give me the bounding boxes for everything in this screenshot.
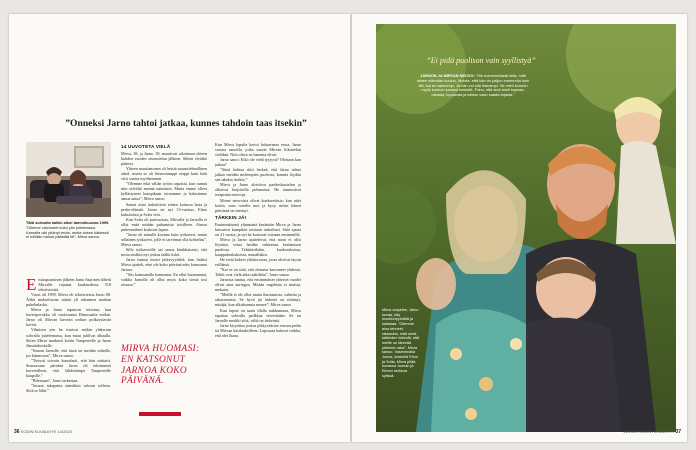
photo-headline: ”Ei pidä puolison vain syyllistyä” [426,56,536,65]
folio-left [14,429,72,435]
page-number: 37 [675,429,681,435]
section-heading: TÄRKEIN JÄI [215,214,247,220]
advice-text: ”Ole kommunikaati siitä, mitä toisen elämään kuuluu. Muista, että hän on paljon enemmän kuin äiti, isä tai vanhempi. Ja hän voi olla ihanampi. Se mieli kunnon myös kunnon kanssa kestoltä. Puhu, että sinä toisit kapeaa, rakasta, lupaavaa ja tahtoo vaan saada arjasta.” [416,73,530,98]
paragraph: Mirva ja Jarno tapasivat toisensa, kun kaveriporukka oli vuokrannut Himosaalta mökin. Jarno oli Mirvan kaverin serkun polkaystävän kaveri. [26,307,111,328]
paragraph: Kun Mirva lopulta kertoi haluavansa erota, Jarno vastasi sanoilla, jotka saavat Mirvan liikuttelun vieläkin. Niin olisoi ne hauenta elivat. [215,142,301,158]
paragraph: ”Kai se on siitä, että olemme kasvaneet yhdessä. Tehtit ovat vielä aika raakileita”, Jarno sanoo. [215,267,301,278]
paragraph: Ensimmäisenä ylimmänä kesänään Mirva ja Jarno kutsuivat kumpikin toisiaan tuskailuni. Siitä ajasta on 21 vuotta, ja nyt he kutsuvat toisiaan ensimmillä. [215,221,301,237]
paragraph: Jarno tunnui tisesti järkevyydeltä, kun lisäksi Mirva ajatteli, ettei ole koko päivänä edes kamoanut Jarnoa. [121,257,207,273]
paragraph: Samat asiat tarkoittivat eniten koinosa lasta ja perhe-elämää. Joona on nyt 13-vuotias, Elmo kaksitoista ja Sofia viisi. [121,201,207,217]
right-page [352,14,687,442]
pull-quote-rule [139,412,181,416]
paragraph: ”Siis kamoanalla kamoanut. En ollut huomannut, vaikka Jarnolla oli ollut myös koko siestä tosi otsassa.” [121,272,207,288]
paragraph: Mirva ja Jarno aloittivat parikeskustelun ja alkoivat harjoitella puhumista. He tunnustivat terapeutin neuvoja. [215,182,301,198]
magazine-name: KODIN KUVALEHTI [638,429,675,434]
paragraph: Vilmisen yön he istuivat mökin ylakerran sohvalla juttelemassa, kun muut juhlivat alhaalla. Sitten Mirva matkusti kotiin Tampereelle ja Jarno Jämsänkoskelle. [26,327,111,348]
page-number: 36 [14,429,20,435]
paragraph: Vuosi oli 1999, Mirva oli tekstiviestia Jarno 08. Ääbit maksettuvan säästä yli tuhannen markan puhelinlasku. [26,292,111,308]
paragraph: Yhteen muuttaminen oli heistä suunnitelmallinen askel, mutta se oli hienostumppi etappi kuin häät viisi vuotta myöhemmin. [121,166,207,182]
caption-text: ”Olimme valvoneet koko yön jutteleassa. Kamalta oiki pitänyt erota, mutta toisen kädessä ei millään haluut päästää irti”, Mirva sanoo. [26,224,109,240]
paragraph: Jarnosta tuntuu, että ensimmäiset yhteiset vuodet olivat aina auringoa. Mitään ongelmia ei muistu, mekaiat. [215,277,301,293]
paragraph: ”Meillä ei ole ollut mutta ihastumisia, suhteita ja rakastamisia. Se hyvä jäi tärkeää on riittänyt, mittäjä, kun alkubuumia menee”, Mirva sanoo. [215,292,301,308]
folio-right [623,429,681,435]
section-heading: 14 UUVOTETA VIELÄ [121,144,171,149]
paragraph: Mirva, 38, ja Jarno, 39, muuttivat aikoinaan yhteen kahden vuoden seurustelun jälkeen. Siihen eivätkö pääreyt. [121,151,207,167]
headline-quote: ”Onneksi Jarno tahtoi jatkaa, kunnes tahdoin taas itsekin” [65,118,307,129]
paragraph: Jarno kirjoittaa joskus pikkyväärian vessan peilin tai Mirvan käsilauksilleen. Lapsuusa halavat vaikka, että olet ihana. [215,322,301,338]
paragraph: Kun lapset on saatu illalla nukkumaan, Mirva tapattaa sohvalla pailkkaa vierestäään. Se on Jarnolle merkki siitä, väliä on tärkeintä. [215,307,301,323]
paragraph: ”Sanoin Jarnolle, että tässä on meidän sohtelle, jos kiinnostaa”, Mirva sanoo. [26,347,111,358]
paragraph: Jarno sanoi: Etkö ole vielä tyytyvä? Olettaan kun jatkaa? [215,157,301,168]
advice-lead: JARNON JA MIRVAN NEUVO: [420,73,475,78]
paragraph: ”Jarno oli minulle koonna kuin työkaveri, mutta sellainen työkaveri, jolle ei tarvinnut olla kohtelias”, Mirva sanoo. [121,231,207,247]
paragraph: Kun Sofia oli parivuotias, Mirvalla ja Jarnolla ei ollut enää mitään puhumista toisilleen. Ainoat puheenaiheet koskivat lapsia. [121,216,207,232]
paragraph: ”Olemme eikä väliän työrin rapatsta, kun tunnui niin selvältä mennä naimisiin. Mutta emme olleet kyllästyneet kumpikaan toistamme ja halusimme sanoa aatoa”, Mirva sanoo. [121,181,207,202]
caption-lead: Tätä sohvalla kaikki alkoi tammikuussa 1999. [26,220,110,225]
paragraph: ”Bilemaan”, Jarno tarkentaa. [31,377,79,383]
paragraph: Sille työkaverille sai sanoa kitukkaisesti, että nosta sinäkin nyt joskus täältä tiskit. [121,246,207,257]
magazine-name: KODIN KUVALEHTI [20,429,57,434]
photo-advice [416,74,530,98]
issue-number: 14/2020 [623,429,638,434]
family-photo-caption: Mirva ompelee, Jarno kuvaa, käy moottoripyörällä ja kalastaa. ”Olemme aina tehneet rakkautta, mitä omat taitteiden tekevät, että meille on tärkeää yhteinen aika”, Mirva sanoo. Vasemmalla Joona, keskellä Elmo ja Sofia, Mirva pitää kuvassa Joonan ja Elmon serkkua sylissä. [382,308,420,378]
paragraph: He eivät kokeet yhtään asiaa, jossa olisivat täysin erillänsä. [215,257,301,268]
paragraph: ”Siinä kohtaa riitti herkeä, että Jarno tahtoi jatkaa meidän molempien puolesta, kunnes löydän sen tahdon itsekin.” [215,167,301,183]
body-column-2 [121,142,207,287]
drop-cap: E [26,275,37,294]
couple-on-sofa-photo [26,142,111,217]
body-column-3 [215,142,301,338]
left-page [9,14,350,442]
paragraph: ”Tietysti toivoin kumalasti, että hän soittaisi. Seuraavana päivänä Jarno oli tekstinneet kavereilleen, että lähdetäänpä Tampereelle kaupolle.” [26,357,111,378]
body-column-1 [26,277,111,393]
paragraph: ”Jarnon takapenia nämäkiin sohvan tollesta. Siitä se lähti.” [26,382,111,394]
small-photo-caption [26,221,111,240]
pull-quote: MIRVA HUOMASI: EN KATSONUT JARNOA KOKO PÄIVÄNÄ. [121,344,200,387]
issue-number: 14/2020 [57,429,72,434]
paragraph: Mirva ja Jarno ajattelevat, että moni ei olisi löytänyt vetua heidän suhteensa kestämisen puolesta. Tehtiräsikään, kaukoruksissa, kauppakeskuksissa, muuallakin. [215,236,301,257]
paragraph: nsitapaamisen jälkeen Jarno Saarinen lähetti Mirvalle vajaana kaukaudessa 518 tekstiviestiä. [38,277,111,293]
paragraph: Monet neuvoista olivat konkreettisia: kun tulet kotiin, sano toiselle moi ja kysy, miten hänen päivänsä on mennyt. [215,197,301,213]
